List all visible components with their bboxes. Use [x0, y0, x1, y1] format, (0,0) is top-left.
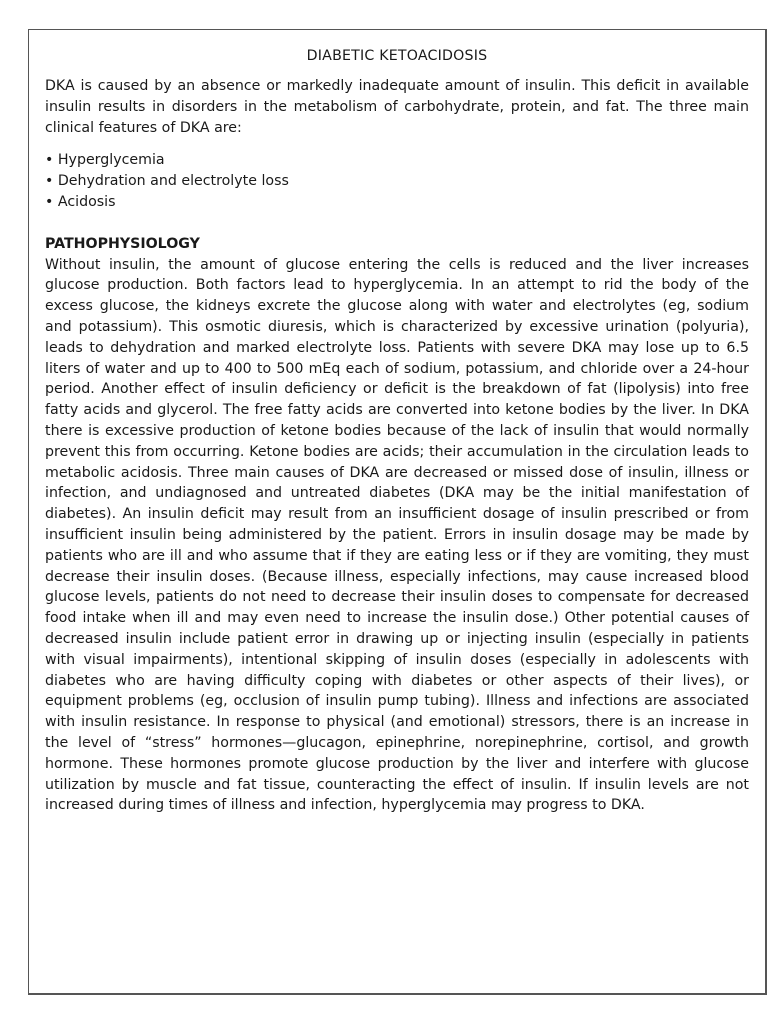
intro-paragraph: DKA is caused by an absence or markedly inadequate amount of insulin. This deficit in available insulin results in disorders in the metabolism of carbohydrate, protein, and fat. The three main clinical features of DKA are:: [45, 78, 749, 136]
document-content: [45, 46, 749, 816]
list-item: • Acidosis: [45, 193, 116, 210]
list-item: • Dehydration and electrolyte loss: [45, 173, 289, 190]
document-page: [28, 29, 767, 995]
list-item: • Hyperglycemia: [45, 152, 165, 169]
clinical-features-list: [45, 150, 749, 212]
document-title: DIABETIC KETOACIDOSIS: [306, 48, 488, 64]
pathophysiology-paragraph: Without insulin, the amount of glucose entering the cells is reduced and the liver increases glucose production. Both factors lead to hyperglycemia. In an attempt to rid the body of the excess glucose, the kidneys excrete the glucose along with water and electrolytes (eg, sodium and potassium). This osmotic diuresis, which is characterized by excessive urination (polyuria), leads to dehydration and marked electrolyte loss. Patients with severe DKA may lose up to 6.5 liters of water and up to 400 to 500 mEq each of sodium, potassium, and chloride over a 24-hour period. Another effect of insulin deficiency or deficit is the breakdown of fat (lipolysis) into free fatty acids and glycerol. The free fatty acids are converted into ketone bodies by the liver. In DKA there is excessive production of ketone bodies because of the lack of insulin that would normally prevent this from occurring. Ketone bodies are acids; their accumulation in the circulation leads to metabolic acidosis. Three main causes of DKA are decreased or missed dose of insulin, illness or infection, and undiagnosed and untreated diabetes (DKA may be the initial manifestation of diabetes). An insulin deficit may result from an insufficient dosage of insulin prescribed or from insufficient insulin being administered by the patient. Errors in insulin dosage may be made by patients who are ill and who assume that if they are eating less or if they are vomiting, they must decrease their insulin doses. (Because illness, especially infections, may cause increased blood glucose levels, patients do not need to decrease their insulin doses to compensate for decreased food intake when ill and may even need to increase the insulin dose.) Other potential causes of decreased insulin include patient error in drawing up or injecting insulin (especially in patients with visual impairments), intentional skipping of insulin doses (especially in adolescents with diabetes who are having difficulty coping with diabetes or other aspects of their lives), or equipment problems (eg, occlusion of insulin pump tubing). Illness and infections are associated with insulin resistance. In response to physical (and emotional) stressors, there is an increase in the level of “stress” hormones—glucagon, epinephrine, norepinephrine, cortisol, and growth hormone. These hormones promote glucose production by the liver and interfere with glucose utilization by muscle and fat tissue, counteracting the effect of insulin. If insulin levels are not increased during times of illness and infection, hyperglycemia may progress to DKA.: [45, 256, 749, 814]
section-heading: PATHOPHYSIOLOGY: [45, 235, 200, 252]
